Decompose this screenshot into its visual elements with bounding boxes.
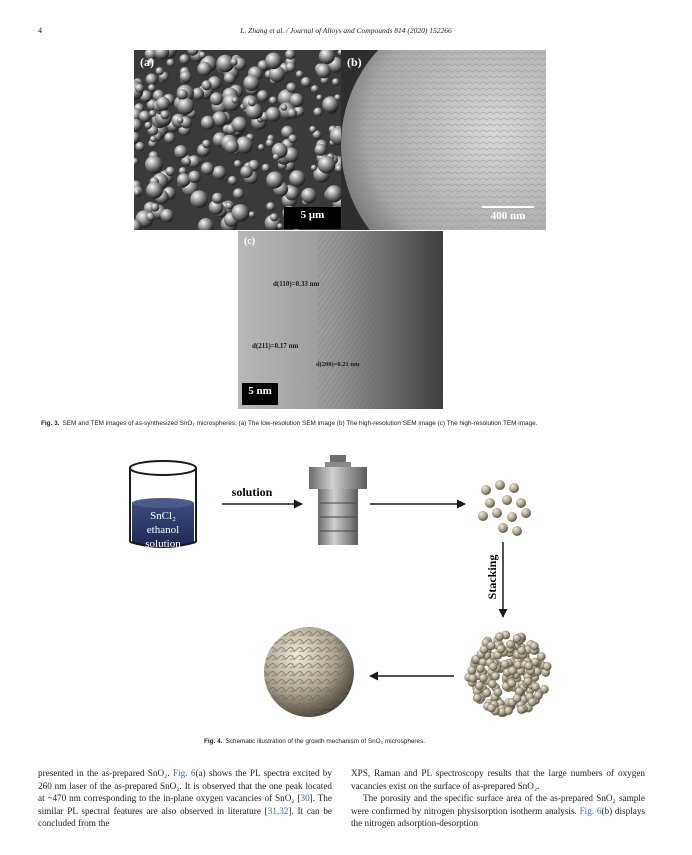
microsphere-particle (202, 80, 212, 90)
sem-sphere-surface-graphic (341, 50, 546, 230)
microsphere-particle (180, 71, 192, 83)
panel-label-c: (c) (244, 236, 256, 247)
microsphere-particle (135, 142, 144, 151)
microsphere-particle (289, 170, 305, 186)
body-column-right (351, 767, 645, 830)
microsphere-particle (135, 84, 144, 93)
tem-image (238, 231, 443, 409)
sem-microspheres-graphic (134, 50, 341, 230)
text-run: ]. The similar PL spectral features are also observed in literature [ (38, 793, 332, 816)
nanoparticle (489, 663, 497, 671)
microsphere-particle (177, 117, 183, 123)
figure4-caption (204, 738, 425, 745)
microsphere-particle (287, 108, 297, 118)
microsphere-particle (139, 111, 151, 123)
microsphere-particle (190, 190, 208, 208)
microsphere-particle (134, 189, 140, 195)
microsphere-particle (286, 83, 296, 93)
nanoparticle (501, 660, 509, 668)
microsphere-particle (146, 74, 158, 86)
text-run: presented in the as-prepared SnO₂. (38, 768, 173, 778)
nanoparticle (509, 483, 519, 493)
microsphere-particle (156, 97, 170, 111)
nanoparticle (540, 685, 548, 693)
nanoparticle (473, 694, 481, 702)
beaker-text-2: ethanol (146, 524, 180, 536)
nanoparticle (485, 498, 495, 508)
nanoparticle (516, 498, 526, 508)
microsphere-particle (145, 156, 163, 174)
microsphere-particle (177, 89, 187, 99)
nanoparticle (517, 706, 525, 714)
sem-image-high-res (341, 50, 546, 230)
microsphere-particle (148, 84, 156, 92)
nanoparticle (487, 704, 495, 712)
text-run: (a) shows the PL spectra excited by 260 nm laser of the as-prepared SnO₂. It is observed that the one peak located at ~470 nm corresponding to the in-plane oxygen vacancies of SnO₂ [ (38, 768, 332, 804)
microsphere-particle (248, 99, 256, 107)
microsphere-particle (223, 94, 240, 111)
microsphere-particle (226, 202, 233, 209)
microsphere-particle (210, 92, 223, 105)
microsphere-particle (156, 67, 164, 75)
beaker-text-3: solution (145, 538, 181, 550)
nanoparticle (512, 526, 522, 536)
microsphere-particle (151, 203, 160, 212)
panel-label-b: (b) (347, 55, 362, 69)
nanoparticle (525, 662, 533, 670)
microsphere-particle (315, 144, 327, 156)
microsphere-icon (264, 627, 354, 717)
scale-bar-c-label: 5 nm (248, 385, 272, 397)
nanoparticle (508, 667, 516, 675)
microsphere-particle (197, 62, 211, 76)
microsphere-particle (179, 54, 189, 64)
microsphere-particle (257, 90, 268, 101)
microsphere-particle (145, 122, 152, 129)
nanoparticle (488, 680, 496, 688)
microsphere-particle (296, 71, 303, 78)
microsphere-particle (311, 165, 317, 171)
microsphere-particle (201, 162, 214, 175)
nanoparticle (475, 682, 483, 690)
microsphere-particle (332, 78, 339, 85)
nanoparticle (502, 495, 512, 505)
microsphere-particle (160, 110, 169, 119)
scale-bar-c (242, 383, 278, 405)
microsphere-particle (177, 173, 191, 187)
microsphere-particle (232, 117, 248, 133)
nanoparticle (504, 707, 512, 715)
stacking-label: Stacking (485, 554, 499, 600)
microsphere-particle (249, 211, 255, 217)
microsphere-particle (228, 176, 237, 185)
citation-link[interactable]: 30 (300, 793, 310, 804)
microsphere-particle (212, 193, 223, 204)
nanoparticle (478, 511, 488, 521)
microsphere-particle (234, 160, 242, 168)
nanoparticle (537, 652, 545, 660)
nanoparticle (513, 634, 521, 642)
microsphere-particle (174, 145, 187, 158)
nanoparticle (498, 523, 508, 533)
nanoparticle (513, 694, 521, 702)
microsphere-particle (316, 95, 322, 101)
scale-bar-b-label: 400 nm (490, 210, 526, 222)
paragraph (351, 792, 645, 830)
microsphere-particle (201, 116, 215, 130)
beaker-text-1: SnCl₂ (150, 510, 176, 522)
lattice-spacing-211: d(211)=0.17 nm (252, 342, 299, 350)
microsphere-particle (167, 59, 175, 67)
microsphere-particle (269, 97, 277, 105)
microsphere-particle (177, 98, 194, 115)
page-number: 4 (38, 26, 42, 35)
microsphere-particle (273, 154, 280, 161)
nanoparticle (469, 674, 477, 682)
microsphere-particle (281, 104, 287, 110)
microsphere-particle (188, 171, 200, 183)
nanoparticle (543, 662, 551, 670)
nanoparticle (531, 683, 539, 691)
scale-bar-b (476, 206, 540, 226)
microsphere-particle (318, 156, 336, 174)
microsphere-particle (212, 166, 226, 180)
body-column-left (38, 767, 332, 830)
nanoparticle (518, 647, 526, 655)
microsphere-particle (266, 139, 274, 147)
microsphere-particle (262, 164, 270, 172)
microsphere-particle (266, 202, 275, 211)
microsphere-particle (224, 72, 236, 84)
microsphere-particle (301, 77, 311, 87)
microsphere-particle (288, 134, 297, 143)
microsphere-particle (290, 93, 304, 107)
paragraph (38, 767, 332, 830)
microsphere-particle (199, 52, 206, 59)
microsphere-particle (240, 166, 253, 179)
panel-label-a: (a) (140, 55, 154, 69)
lattice-spacing-110: d(110)=0.33 nm (273, 280, 320, 288)
microsphere-particle (258, 144, 265, 151)
nanoparticle (483, 689, 491, 697)
figure4-caption-label: Fig. 4. (204, 738, 223, 745)
sem-image-low-res (134, 50, 341, 230)
microsphere-particle (266, 172, 283, 189)
microsphere-particle (225, 139, 239, 153)
nanoparticle (530, 642, 538, 650)
nanoparticle (481, 485, 491, 495)
nanoparticle (508, 679, 516, 687)
nanoparticle (506, 640, 514, 648)
microsphere-particle (160, 209, 173, 222)
stacked-cluster-icon (465, 631, 552, 717)
nanoparticle (521, 508, 531, 518)
microsphere-particle (265, 53, 282, 70)
microsphere-particle (202, 140, 211, 149)
text-run: ]. It can be concluded from the (38, 805, 332, 829)
microsphere-particle (232, 97, 239, 104)
autoclave-icon (309, 455, 367, 545)
nanoparticle (507, 512, 517, 522)
nanoparticle (495, 633, 503, 641)
solution-label: solution (231, 485, 273, 499)
microsphere-particle (233, 188, 244, 199)
nanoparticle (494, 688, 502, 696)
microsphere-particle (311, 85, 319, 93)
microsphere-particle (146, 182, 163, 199)
scale-bar-a-label: 5 μm (300, 209, 325, 221)
small-spheres-icon (478, 480, 531, 536)
figure4-schematic (0, 445, 692, 730)
microsphere-particle (316, 64, 331, 79)
running-header: L. Zhang et al. / Journal of Alloys and Compounds 814 (2020) 152266 (240, 26, 452, 35)
microsphere-particle (243, 75, 259, 91)
microsphere-particle (164, 133, 175, 144)
nanoparticle (534, 691, 542, 699)
microsphere-particle (313, 108, 322, 117)
scale-bar-a (284, 207, 341, 229)
text-run: (b) displays the nitrogen adsorption-desorption (351, 805, 645, 829)
citation-link[interactable]: 31,32 (267, 805, 289, 816)
nanoparticle (479, 674, 487, 682)
nanoparticle (492, 508, 502, 518)
microsphere-particle (270, 213, 278, 221)
microsphere-particle (183, 158, 191, 166)
microsphere-particle (266, 107, 281, 122)
figure3-caption-label: Fig. 3. (41, 420, 60, 427)
figure3-caption-text: SEM and TEM images of as-synthesized SnO₂ microspheres: (a) The low-resolution SEM image (b) The high-resolution SEM image (c) The high-resolution TEM image. (62, 420, 538, 427)
figure4-caption-text: Schematic illustration of the growth mechanism of SnO₂ microspheres. (225, 738, 426, 745)
nanoparticle (491, 672, 499, 680)
figure-link[interactable]: Fig. 6 (579, 805, 602, 816)
microsphere-particle (230, 58, 237, 65)
lattice-spacing-200: d(200)=0.21 nm (316, 361, 360, 368)
paragraph: XPS, Raman and PL spectroscopy results that the large numbers of oxygen vacancies exist on the surface of as-prepared SnO₂. (351, 768, 645, 791)
scale-bar-b-line (482, 206, 534, 208)
text-run: The porosity and the specific surface area of the as-prepared SnO₂ sample were confirmed by nitrogen physisorption isotherm analysis. (351, 793, 645, 816)
figure-link[interactable]: Fig. 6 (172, 768, 196, 778)
microsphere-particle (150, 136, 156, 142)
microsphere-particle (166, 167, 176, 177)
nanoparticle (524, 677, 532, 685)
microsphere-particle (286, 62, 296, 72)
microsphere-particle (309, 126, 316, 133)
nanoparticle (497, 645, 505, 653)
nanoparticle (476, 664, 484, 672)
microsphere-particle (277, 223, 283, 229)
microsphere-particle (232, 204, 250, 222)
nanoparticle (487, 642, 495, 650)
microsphere-particle (301, 188, 317, 204)
nanoparticle (528, 698, 536, 706)
figure3-caption (41, 420, 537, 427)
nanoparticle (495, 480, 505, 490)
microsphere-particle (334, 94, 341, 101)
